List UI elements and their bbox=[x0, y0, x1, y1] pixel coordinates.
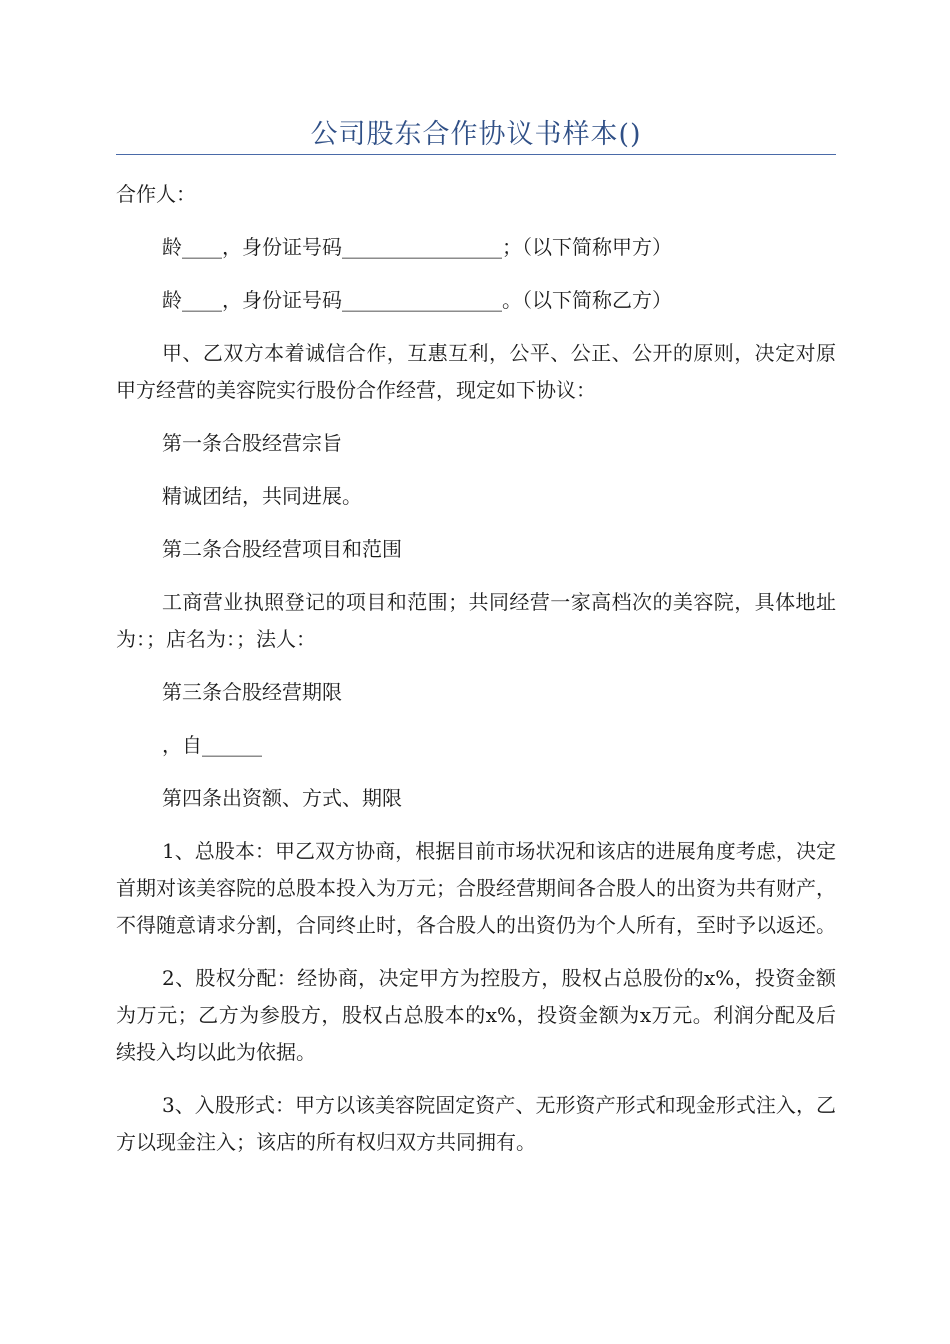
article-1-body: 精诚团结，共同进展。 bbox=[162, 484, 362, 508]
article-3-heading: 第三条合股经营期限 bbox=[162, 680, 342, 704]
article-3-body: ，自______ bbox=[162, 733, 262, 757]
paragraph-partners-label: 合作人： bbox=[116, 182, 196, 206]
document-body bbox=[116, 176, 836, 1161]
article-4-heading: 第四条出资额、方式、期限 bbox=[162, 786, 402, 810]
article-4-item-3: 3、入股形式：甲方以该美容院固定资产、无形资产形式和现金形式注入，乙方以现金注入；该店的所有权归双方共同拥有。 bbox=[116, 1093, 836, 1154]
article-2-body: 工商营业执照登记的项目和范围；共同经营一家高档次的美容院，具体地址为：；店名为：；法人： bbox=[116, 590, 836, 651]
article-4-item-1: 1、总股本：甲乙双方协商，根据目前市场状况和该店的进展角度考虑，决定首期对该美容院的总股本投入为万元；合股经营期间各合股人的出资为共有财产，不得随意请求分割，合同终止时，各合股人的出资仍为个人所有，至时予以返还。 bbox=[116, 839, 836, 937]
title-underline bbox=[116, 154, 836, 155]
article-1-heading: 第一条合股经营宗旨 bbox=[162, 431, 342, 455]
paragraph-preamble: 甲、乙双方本着诚信合作，互惠互利，公平、公正、公开的原则，决定对原甲方经营的美容院实行股份合作经营，现定如下协议： bbox=[116, 341, 836, 402]
paragraph-party-a: 龄____，身份证号码________________；（以下简称甲方） bbox=[162, 235, 672, 259]
article-4-item-2: 2、股权分配：经协商，决定甲方为控股方，股权占总股份的x%，投资金额为万元；乙方为参股方，股权占总股本的x%，投资金额为x万元。利润分配及后续投入均以此为依据。 bbox=[116, 966, 836, 1064]
article-2-heading: 第二条合股经营项目和范围 bbox=[162, 537, 402, 561]
document-title: 公司股东合作协议书样本() bbox=[310, 119, 642, 150]
paragraph-party-b: 龄____，身份证号码________________。（以下简称乙方） bbox=[162, 288, 672, 312]
